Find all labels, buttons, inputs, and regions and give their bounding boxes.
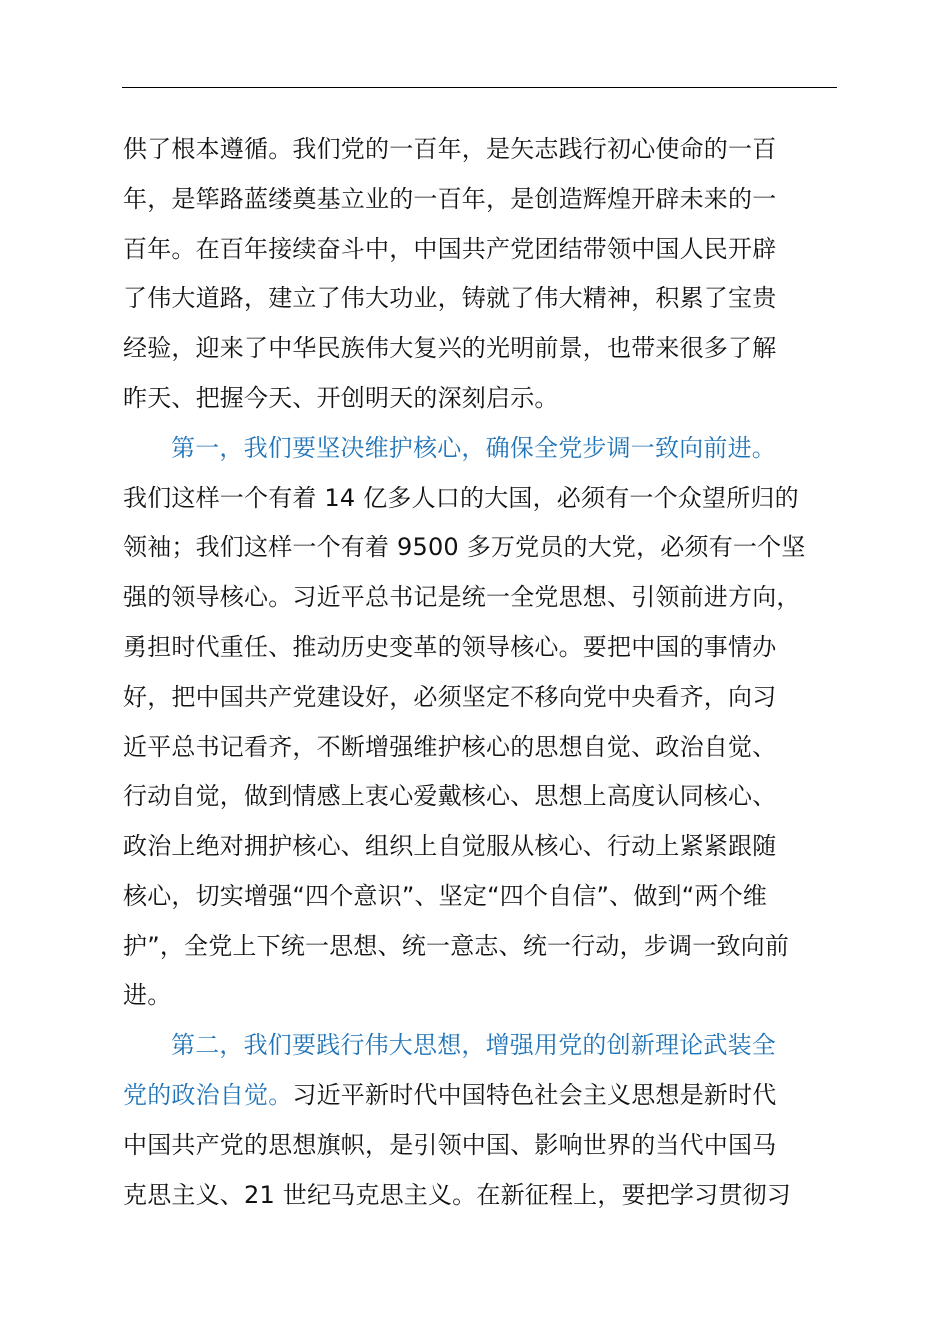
text-line: 进。 [123, 981, 172, 1009]
text-line: 护”，全党上下统一思想、统一意志、统一行动，步调一致向前 [123, 932, 790, 960]
text-line: 领袖；我们这样一个有着 9500 多万党员的大党，必须有一个坚 [123, 533, 806, 561]
text-line: 经验，迎来了中华民族伟大复兴的光明前景，也带来很多了解 [123, 334, 777, 362]
text-line-mixed [123, 1070, 776, 1120]
text-span: 习近平新时代中国特色社会主义思想是新时代 [292, 1081, 777, 1109]
text-line: 我们这样一个有着 14 亿多人口的大国，必须有一个众望所归的 [123, 484, 799, 512]
text-line: 年，是筚路蓝缕奠基立业的一百年，是创造辉煌开辟未来的一 [123, 185, 777, 213]
text-line: 昨天、把握今天、开创明天的深刻启示。 [123, 384, 559, 412]
text-line: 好，把中国共产党建设好，必须坚定不移向党中央看齐，向习 [123, 683, 777, 711]
text-line: 勇担时代重任、推动历史变革的领导核心。要把中国的事情办 [123, 633, 777, 661]
text-line: 供了根本遵循。我们党的一百年，是矢志践行初心使命的一百 [123, 135, 777, 163]
text-line: 核心，切实增强“四个意识”、坚定“四个自信”、做到“两个维 [123, 882, 767, 910]
section-heading-1: 第一，我们要坚决维护核心，确保全党步调一致向前进。 [171, 434, 776, 462]
text-line: 政治上绝对拥护核心、组织上自觉服从核心、行动上紧紧跟随 [123, 832, 777, 860]
text-line: 近平总书记看齐，不断增强维护核心的思想自觉、政治自觉、 [123, 733, 777, 761]
section-heading-2-cont: 党的政治自觉。 [123, 1081, 293, 1109]
header-rule [122, 87, 837, 88]
text-line: 中国共产党的思想旗帜，是引领中国、影响世界的当代中国马 [123, 1131, 777, 1159]
text-line: 了伟大道路，建立了伟大功业，铸就了伟大精神，积累了宝贵 [123, 284, 777, 312]
section-heading-2: 第二，我们要践行伟大思想，增强用党的创新理论武装全 [171, 1031, 776, 1059]
text-line: 克思主义、21 世纪马克思主义。在新征程上，要把学习贯彻习 [123, 1181, 791, 1209]
text-line: 行动自觉，做到情感上衷心爱戴核心、思想上高度认同核心、 [123, 782, 777, 810]
text-line: 百年。在百年接续奋斗中，中国共产党团结带领中国人民开辟 [123, 235, 777, 263]
text-line: 强的领导核心。习近平总书记是统一全党思想、引领前进方向， [123, 583, 801, 611]
